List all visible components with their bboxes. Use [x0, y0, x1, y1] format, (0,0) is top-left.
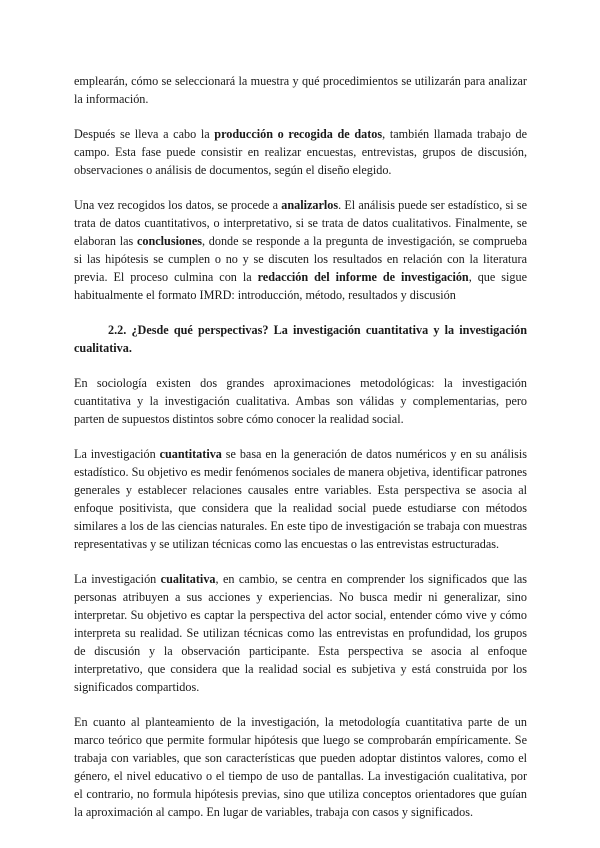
paragraph-text: La investigación	[74, 447, 160, 461]
paragraph-text: , que sigue habitualmente el formato IMRD: introducción, método, resultados y discusión	[74, 270, 527, 302]
bold-term-conclusions: conclusiones	[136, 234, 202, 248]
paragraph-text: La investigación	[74, 572, 161, 586]
paragraph-text: En sociología existen dos grandes aproximaciones metodológicas: la investigación cuantitativa y la investigación cualitativa. Ambas son válidas y complementarias, pero parten de supuestos distintos sobre cómo conocer la realidad social.	[74, 376, 527, 426]
bold-term-analysis: analizarlos	[281, 198, 339, 212]
paragraph-qualitative	[74, 570, 527, 696]
bold-term-qualitative: cualitativa	[160, 572, 216, 586]
bold-term-quantitative: cuantitativa	[159, 447, 222, 461]
paragraph-approaches	[74, 374, 527, 428]
paragraph-text: , en cambio, se centra en comprender los significados que las personas atribuyen a sus acciones y experiencias. No busca medir ni generalizar, sino interpretar. Su objetivo es captar la perspectiva del actor social, entender cómo vive y cómo interpreta su realidad. Se utilizan técnicas como las entrevistas en profundidad, los grupos de discusión y la observación participante. Esta perspectiva se asocia al enfoque interpretativo, que considera que la realidad social es subjetiva y está construida por los significados compartidos.	[74, 572, 527, 694]
paragraph-text: emplearán, cómo se seleccionará la muestra y qué procedimientos se utilizarán para analizar la información.	[74, 74, 527, 106]
paragraph-text: Una vez recogidos los datos, se procede a	[74, 198, 282, 212]
paragraph-quantitative	[74, 445, 527, 553]
paragraph-data-collection	[74, 125, 527, 179]
paragraph-text: , donde se responde a la pregunta de investigación, se comprueba si las hipótesis se cumplen o no y se discuten los resultados en relación con la literatura previa. El proceso culmina con la	[74, 234, 527, 284]
paragraph-text: Después se lleva a cabo la	[74, 127, 215, 141]
section-heading: 2.2. ¿Desde qué perspectivas? La investigación cuantitativa y la investigación cualitativa.	[74, 323, 527, 355]
document-body	[74, 72, 527, 838]
paragraph-text: En cuanto al planteamiento de la investigación, la metodología cuantitativa parte de un marco teórico que permite formular hipótesis que luego se comprobarán empíricamente. Se trabaja con variables, que son características que pueden adoptar distintos valores, como el género, el nivel educativo o el tiempo de uso de pantallas. La investigación cualitativa, por el contrario, no formula hipótesis previas, sino que utiliza conceptos orientadores que guían la aproximación al campo. En lugar de variables, trabaja con casos y significados.	[74, 715, 527, 819]
paragraph-procedures	[74, 72, 527, 108]
paragraph-analysis	[74, 196, 527, 304]
paragraph-text: , también llamada trabajo de campo. Esta fase puede consistir en realizar encuestas, entrevistas, grupos de discusión, observaciones o análisis de documentos, según el diseño elegido.	[74, 127, 527, 177]
bold-term-report: redacción del informe de investigación	[257, 270, 469, 284]
paragraph-text: se basa en la generación de datos numéricos y en su análisis estadístico. Su objetivo es medir fenómenos sociales de manera objetiva, identificar patrones generales y establecer relaciones causales entre variables. Esta perspectiva se asocia al enfoque positivista, que considera que la realidad social puede estudiarse con métodos similares a los de las ciencias naturales. En este tipo de investigación se trabaja con muestras representativas y se utilizan técnicas como las encuestas o las entrevistas estructuradas.	[74, 447, 527, 551]
paragraph-research-design	[74, 713, 527, 821]
bold-term-data-collection: producción o recogida de datos	[214, 127, 383, 141]
paragraph-text: . El análisis puede ser estadístico, si se trata de datos cuantitativos, o interpretativo, si se trata de datos cualitativos. Finalmente, se elaboran las	[74, 198, 527, 248]
